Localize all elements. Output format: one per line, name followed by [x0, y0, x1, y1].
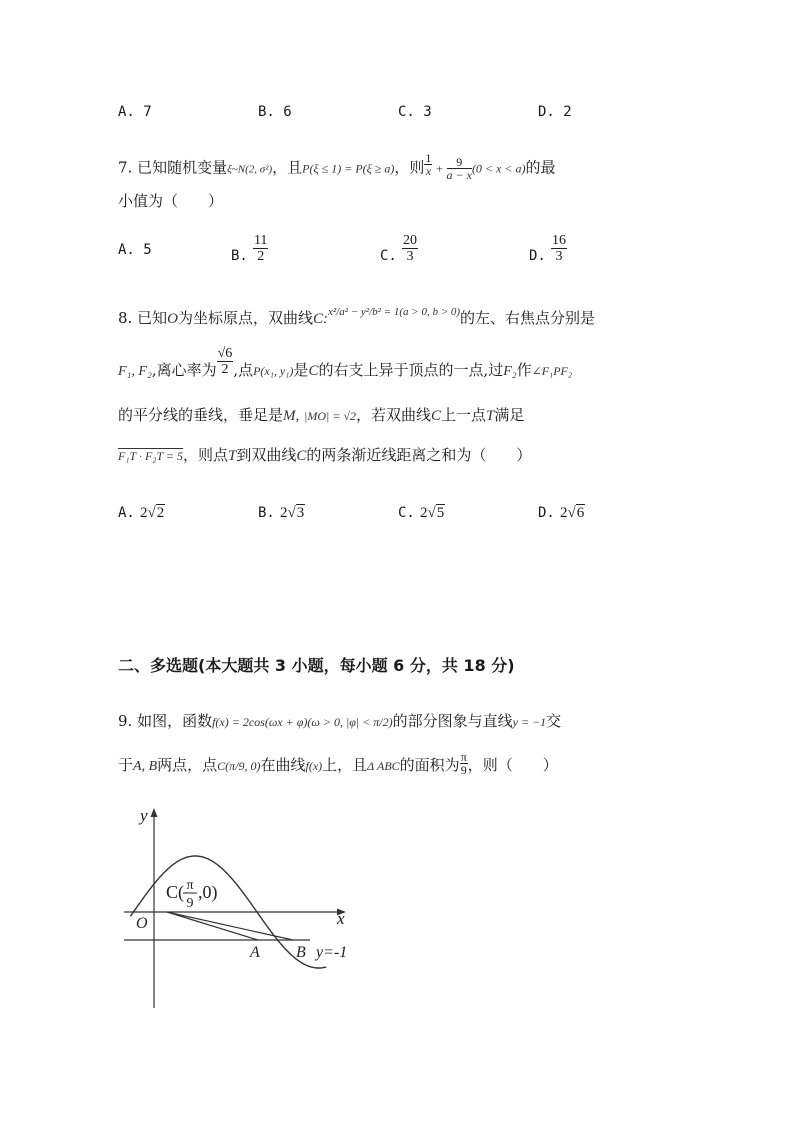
svg-text:9: 9: [186, 896, 194, 911]
origin-label: O: [136, 915, 148, 932]
q8-line4: F₁T · F₂T = 5，则点T到双曲线C的两条渐近线距离之和为（ ）: [118, 446, 532, 464]
q7-range: (0 < x < a): [471, 161, 526, 176]
q7-condition: P(ξ ≤ 1) = P(ξ ≥ a): [302, 161, 395, 176]
q6-option-c: C. 3: [398, 104, 432, 120]
q8-line3: 的平分线的垂线，垂足是M, |MO| = √2，若双曲线C上一点T满足: [118, 406, 525, 424]
q6-option-a: A. 7: [118, 104, 152, 120]
svg-text:,0): ,0): [198, 882, 218, 902]
q7-option-a: A. 5: [118, 242, 152, 258]
q8-line1: 8. 已知O为坐标原点，双曲线C:$^{x^2/a^2 - y^2/b^2 = 1(a > 0, b > 0)}$的左、右焦点分别是: [118, 306, 596, 327]
q7-mid2: ，则: [394, 158, 425, 177]
section-heading: 二、多选题(本大题共 3 小题，每小题 6 分，共 18 分): [118, 656, 515, 675]
q7-line1: 7. 已知随机变量ξ~N(2, σ²)，且P(ξ ≤ 1) = P(ξ ≥ a)，则 $\frac{1}{x}$ + $\frac{9}{a - x}$ (0 < x < a)的最: [118, 151, 556, 182]
point-c-label: [166, 878, 218, 911]
x-axis-label: x: [337, 909, 345, 928]
point-b-label: B: [296, 944, 306, 961]
y-axis-arrow: [151, 808, 158, 817]
function-graph-figure: [110, 800, 380, 1015]
y-axis-label: y: [140, 806, 148, 825]
q7-distribution: ξ~N(2, σ²): [227, 163, 273, 176]
q7-mid: ，且: [272, 158, 303, 177]
q6-option-b: B. 6: [258, 104, 292, 120]
q8-hyperbola-equation: x²/a² − y²/b² = 1(a > 0, b > 0): [327, 306, 461, 318]
q8-option-d: D. 2√6: [538, 505, 585, 521]
q9-function: f(x) = 2cos(ωx + φ): [212, 715, 308, 729]
q7-frac2: $\frac{9}{a - x}$: [446, 155, 472, 182]
svg-text:π: π: [186, 878, 194, 893]
q7-tail: 的最: [525, 158, 556, 177]
line-label: y=-1: [316, 944, 348, 961]
svg-text:C(: C(: [166, 882, 184, 902]
q8-line2: F₁, F₂,离心率为 $\frac{√6}{2}$ ,点P(x₁, y₁)是C的右支上异于顶点的一点,过F₂作∠F₁PF₂: [118, 345, 573, 379]
q7-option-b: B. $\frac{11}{2}$: [231, 233, 268, 264]
q8-option-a: A. 2√2: [118, 505, 165, 521]
q7-frac1: $\frac{1}{x}$: [425, 151, 432, 178]
segment-ca: [167, 912, 258, 940]
point-a-label: A: [250, 944, 260, 961]
q9-line2: 于A, B两点，点C(π/9, 0)在曲线f(x)上，且Δ ABC的面积为 $\frac{\pi}{9}$ ，则（ ）: [118, 749, 558, 777]
q7-option-d: D. $\frac{16}{3}$: [529, 233, 566, 264]
q8-option-b: B. 2√3: [258, 505, 305, 521]
q8-vector-product: F₁T · F₂T = 5: [118, 449, 184, 463]
q6-option-d: D. 2: [538, 104, 572, 120]
q7-prefix: 7. 已知随机变量: [118, 158, 228, 177]
q8-option-c: C. 2√5: [398, 505, 445, 521]
q7-option-c: C. $\frac{20}{3}$: [380, 233, 417, 264]
q7-line2: 小值为（ ）: [118, 192, 224, 210]
segment-cb: [167, 912, 293, 940]
q9-line1: 9. 如图，函数f(x) = 2cos(ωx + φ)(ω > 0, |φ| < π/2)的部分图象与直线y = −1交: [118, 712, 562, 730]
